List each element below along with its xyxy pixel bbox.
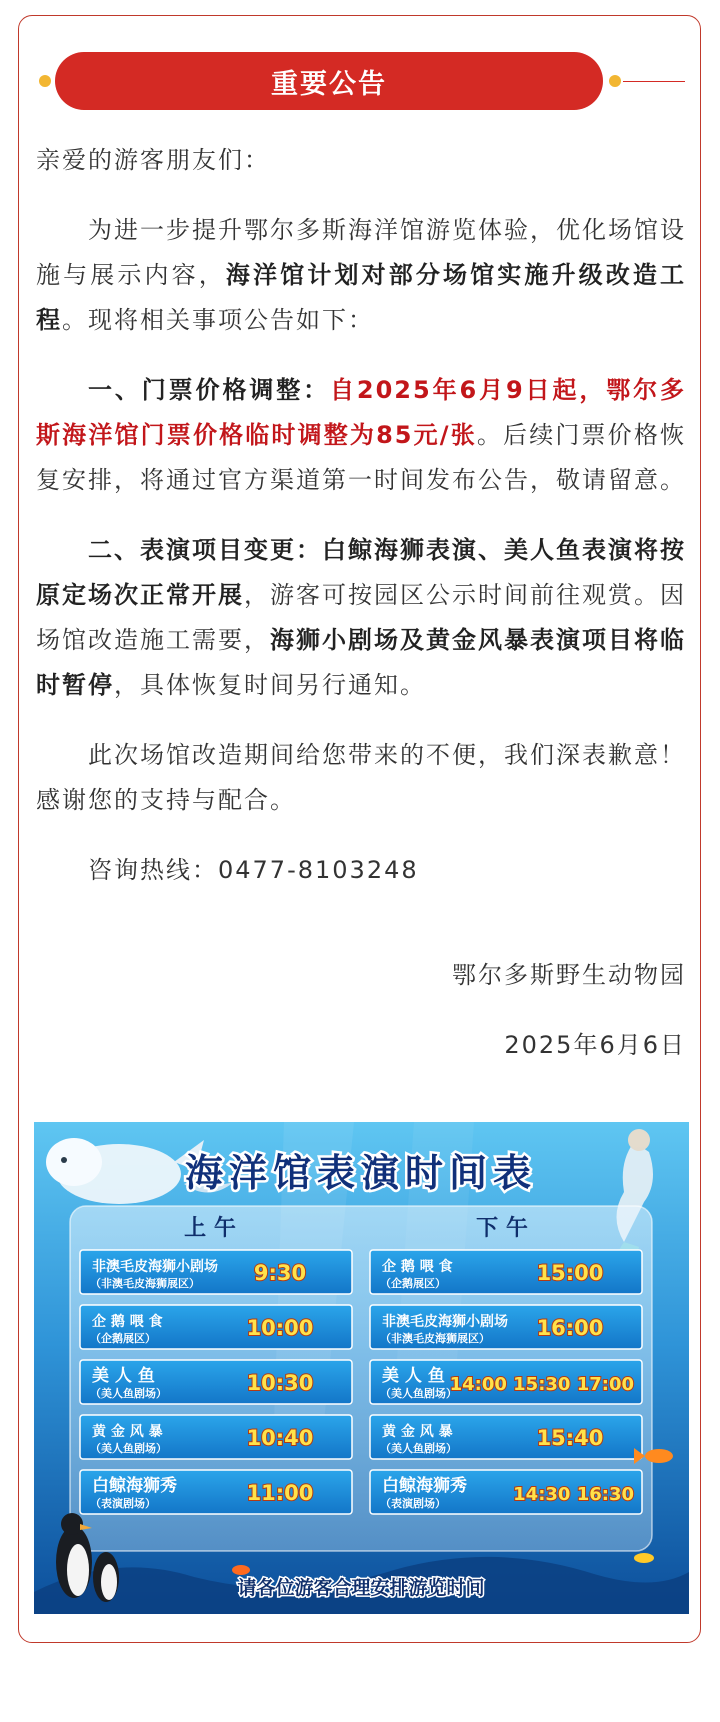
intro-bold: 海洋馆计划对部分场馆实施升级改造工程 [36, 261, 687, 334]
show-name: 黄 金 风 暴 [382, 1424, 453, 1440]
show-venue: （美人鱼剧场） [380, 1387, 457, 1400]
show-time: 15:00 [536, 1261, 604, 1285]
schedule-row-pm [370, 1415, 642, 1459]
schedule-row-am [80, 1250, 352, 1294]
ticket-price-highlight: 自2025年6月9日起，鄂尔多斯海洋馆门票价格临时调整为85元/张 [36, 376, 686, 449]
show-time: 15:40 [536, 1426, 604, 1450]
header-line [623, 81, 685, 83]
schedule-row-am [80, 1305, 352, 1349]
show-text-end: ，具体恢复时间另行通知。 [114, 671, 426, 699]
show-venue: （企鹅展区） [380, 1277, 446, 1290]
header-dot-left [39, 75, 51, 87]
apology-paragraph: 此次场馆改造期间给您带来的不便，我们深表歉意！感谢您的支持与配合。 [36, 741, 686, 814]
schedule-row-pm [370, 1305, 642, 1349]
show-time: 9:30 [253, 1261, 307, 1285]
signature-org: 鄂尔多斯野生动物园 [452, 961, 686, 989]
show-name: 白鲸海狮秀 [382, 1476, 467, 1496]
ticket-heading: 一、门票价格调整： [88, 376, 331, 404]
schedule-row-pm [370, 1250, 642, 1294]
afternoon-label: 下 午 [476, 1216, 528, 1241]
show-name: 非澳毛皮海狮小剧场 [92, 1259, 218, 1275]
show-name: 企 鹅 喂 食 [382, 1259, 453, 1275]
schedule-row-pm [370, 1360, 642, 1404]
show-venue: （美人鱼剧场） [90, 1442, 167, 1455]
announcement-header [19, 52, 702, 110]
announcement-body [36, 138, 686, 1068]
show-venue: （非澳毛皮海狮展区） [380, 1332, 490, 1345]
show-time: 10:30 [246, 1371, 314, 1395]
show-name: 美 人 鱼 [382, 1366, 445, 1386]
poster-graphic [34, 1122, 689, 1614]
show-text: ，游客可按园区公示时间前往观赏。因场馆改造施工需要， [36, 581, 686, 654]
schedule-row-am [80, 1415, 352, 1459]
intro-paragraph [36, 208, 686, 343]
poster-footer: 请各位游客合理安排游览时间 [237, 1577, 485, 1599]
show-venue: （企鹅展区） [90, 1332, 156, 1345]
show-bold-paused: 海狮小剧场及黄金风暴表演项目将临时暂停 [36, 626, 686, 699]
announcement-title: 重要公告 [55, 52, 603, 110]
show-time: 14:00 15:30 17:00 [449, 1374, 634, 1395]
schedule-row-pm [370, 1470, 642, 1514]
show-name: 白鲸海狮秀 [92, 1476, 177, 1496]
show-time: 10:40 [246, 1426, 314, 1450]
show-name: 企 鹅 喂 食 [92, 1314, 163, 1330]
show-schedule-poster [34, 1122, 689, 1614]
show-bold-normal: 白鲸海狮表演、美人鱼表演将按原定场次正常开展 [36, 536, 686, 609]
show-time: 16:00 [536, 1316, 604, 1340]
ticket-text: 。后续门票价格恢复安排，将通过官方渠道第一时间发布公告，敬请留意。 [36, 421, 686, 494]
intro-text-end: 。现将相关事项公告如下： [62, 306, 374, 334]
show-venue: （美人鱼剧场） [380, 1442, 457, 1455]
intro-text: 为进一步提升鄂尔多斯海洋馆游览体验，优化场馆设施与展示内容， [36, 216, 686, 289]
show-name: 黄 金 风 暴 [92, 1424, 163, 1440]
header-dot-right [609, 75, 621, 87]
show-name: 美 人 鱼 [92, 1366, 155, 1386]
show-venue: （非澳毛皮海狮展区） [90, 1277, 200, 1290]
show-time: 14:30 16:30 [513, 1484, 634, 1505]
show-change-paragraph [36, 528, 686, 708]
show-name: 非澳毛皮海狮小剧场 [382, 1314, 508, 1330]
morning-label: 上 午 [184, 1216, 236, 1241]
show-time: 11:00 [246, 1481, 314, 1505]
show-time: 10:00 [246, 1316, 314, 1340]
ticket-price-paragraph [36, 368, 686, 503]
greeting: 亲爱的游客朋友们： [36, 146, 270, 174]
show-venue: （美人鱼剧场） [90, 1387, 167, 1400]
schedule-row-am [80, 1470, 352, 1514]
poster-title: 海洋馆表演时间表 [184, 1151, 538, 1195]
show-venue: （表演剧场） [380, 1497, 446, 1510]
show-venue: （表演剧场） [90, 1497, 156, 1510]
schedule-row-am [80, 1360, 352, 1404]
show-heading: 二、表演项目变更： [88, 536, 322, 564]
hotline: 咨询热线：0477-8103248 [88, 856, 419, 884]
signature-date: 2025年6月6日 [504, 1031, 686, 1059]
